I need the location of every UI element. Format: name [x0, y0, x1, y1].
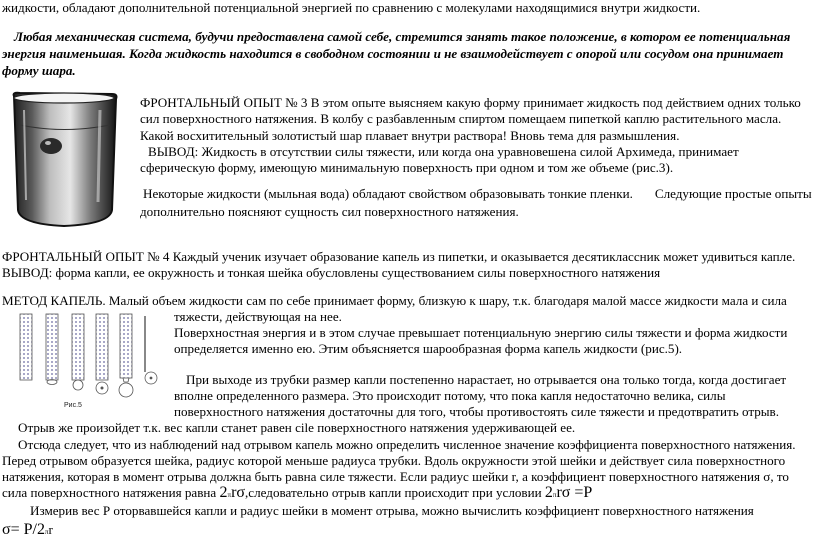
text-line-11: дополнительно поясняют сущность сил поверхностного натяжения. — [140, 204, 519, 219]
text-line-10-a: Некоторые жидкости (мыльная вода) обладают свойством образовывать тонкие пленки. — [143, 186, 633, 201]
formula-pi: π — [227, 491, 232, 499]
text-line-12: ФРОНТАЛЬНЫЙ ОПЫТ № 4 Каждый ученик изучает образование капель из пипетки, и оказывается десятиклассник может удивиться капле. — [2, 249, 796, 264]
text-line-22: Отсюда следует, что из наблюдений над отрывом капель можно определить численное значение коэффициента поверхностного натяжения. — [18, 437, 796, 452]
text-line-20: поверхностного натяжения достаточны для того, чтобы противостоять силе тяжести и предотвратить отрыв. — [174, 404, 780, 419]
formula-r-sigma: rσ — [231, 484, 246, 501]
formula-pi-2: π — [552, 491, 557, 499]
text-line-10 — [143, 186, 812, 203]
formula-two: 2 — [219, 484, 228, 501]
text-line-26: Измерив вес Р оторвавшейся капли и радиус шейки в момент отрыва, можно вычислить коэффициент поверхностного натяжения — [30, 503, 754, 518]
figure-caption: Рис.5 — [64, 402, 82, 409]
text-line-8: ВЫВОД: Жидкость в отсутствии силы тяжести, или когда она уравновешена силой Архимеда, принимает — [148, 144, 739, 159]
formula-final: σ= P/2 — [2, 521, 45, 538]
formula-final-pi: π — [45, 528, 49, 536]
formula-final-r: r — [48, 522, 53, 537]
text-line-9: сферическую форму, имеющую минимальную поверхность при одном и том же объеме (рис.3). — [140, 160, 674, 175]
text-line-13: ВЫВОД: форма капли, ее окружность и тонкая шейка обусловлены существованием силы поверхностного натяжения — [2, 265, 661, 280]
text-line-19: вполне определенного размера. Это происходит потому, что пока капля недостаточно велика, силы — [174, 388, 726, 403]
text-line-15: тяжести, действующая на нее. — [174, 309, 342, 324]
text-line-27 — [2, 522, 53, 541]
text-line-21: Отрыв же произойдет т.к. вес капли станет равен сile поверхностного натяжения удерживающей ее. — [18, 420, 576, 435]
beaker-figure — [4, 90, 126, 230]
text-line-5: ФРОНТАЛЬНЫЙ ОПЫТ № 3 В этом опыте выясняем какую форму принимает жидкость под действием одних только — [140, 95, 801, 110]
text-line-3: энергия наименьшая. Когда жидкость находится в свободном состоянии и не взаимодействует с опорой или сосудом она принимает — [2, 46, 784, 61]
text-line-6: сил поверхностного натяжения. В колбу с разбавленным спиртом помещаем пипеткой каплю растительного масла. — [140, 111, 782, 126]
text-line-25-a: сила поверхностного натяжения равна — [2, 485, 220, 500]
text-line-17: определяется именно ею. Этим объясняется шарообразная форма капель жидкости (рис.5). — [174, 341, 683, 356]
text-line-16: Поверхностная энергия и в этом случае превышает потенциальную энергию силы тяжести и форма жидкости — [174, 325, 788, 340]
pipettes-figure — [14, 312, 164, 404]
text-line-2: Любая механическая система, будучи предоставлена самой себе, стремится занять такое положение, в котором ее потенциальная — [14, 29, 791, 44]
text-line-14: МЕТОД КАПЕЛЬ. Малый объем жидкости сам по себе принимает форму, близкую к шару, т.к. благодаря малой массе жидкости мала и сила — [2, 293, 787, 308]
text-line-18: При выходе из трубки размер капли постепенно нарастает, но отрывается она только тогда, когда достигает — [186, 372, 787, 387]
formula-two-2: 2 — [544, 484, 553, 501]
text-line-1: жидкости, обладают дополнительной потенциальной энергией по сравнению с молекулами находящимися внутри жидкости. — [2, 0, 701, 15]
text-line-10-b: Следующие простые опыты — [654, 186, 812, 201]
formula-condition: rσ =P — [556, 484, 593, 501]
text-line-23: Перед отрывом образуется шейка, радиус которой меньше радиуса трубки. Вдоль окружности этой шейки и действует сила поверхностного — [2, 453, 786, 468]
text-line-25 — [2, 485, 592, 504]
text-line-25-e: ,следовательно отрыв капли происходит при условии — [245, 485, 545, 500]
text-line-7: Какой восхитительный золотистый шар плавает внутри раствора! Вновь тема для размышления. — [140, 128, 680, 143]
text-line-24: натяжения, которая в момент отрыва должна быть равна силе тяжести. Если радиус шейки r, а коэффициент поверхностного натяжения σ, то — [2, 469, 789, 484]
text-line-4: форму шара. — [2, 63, 76, 78]
